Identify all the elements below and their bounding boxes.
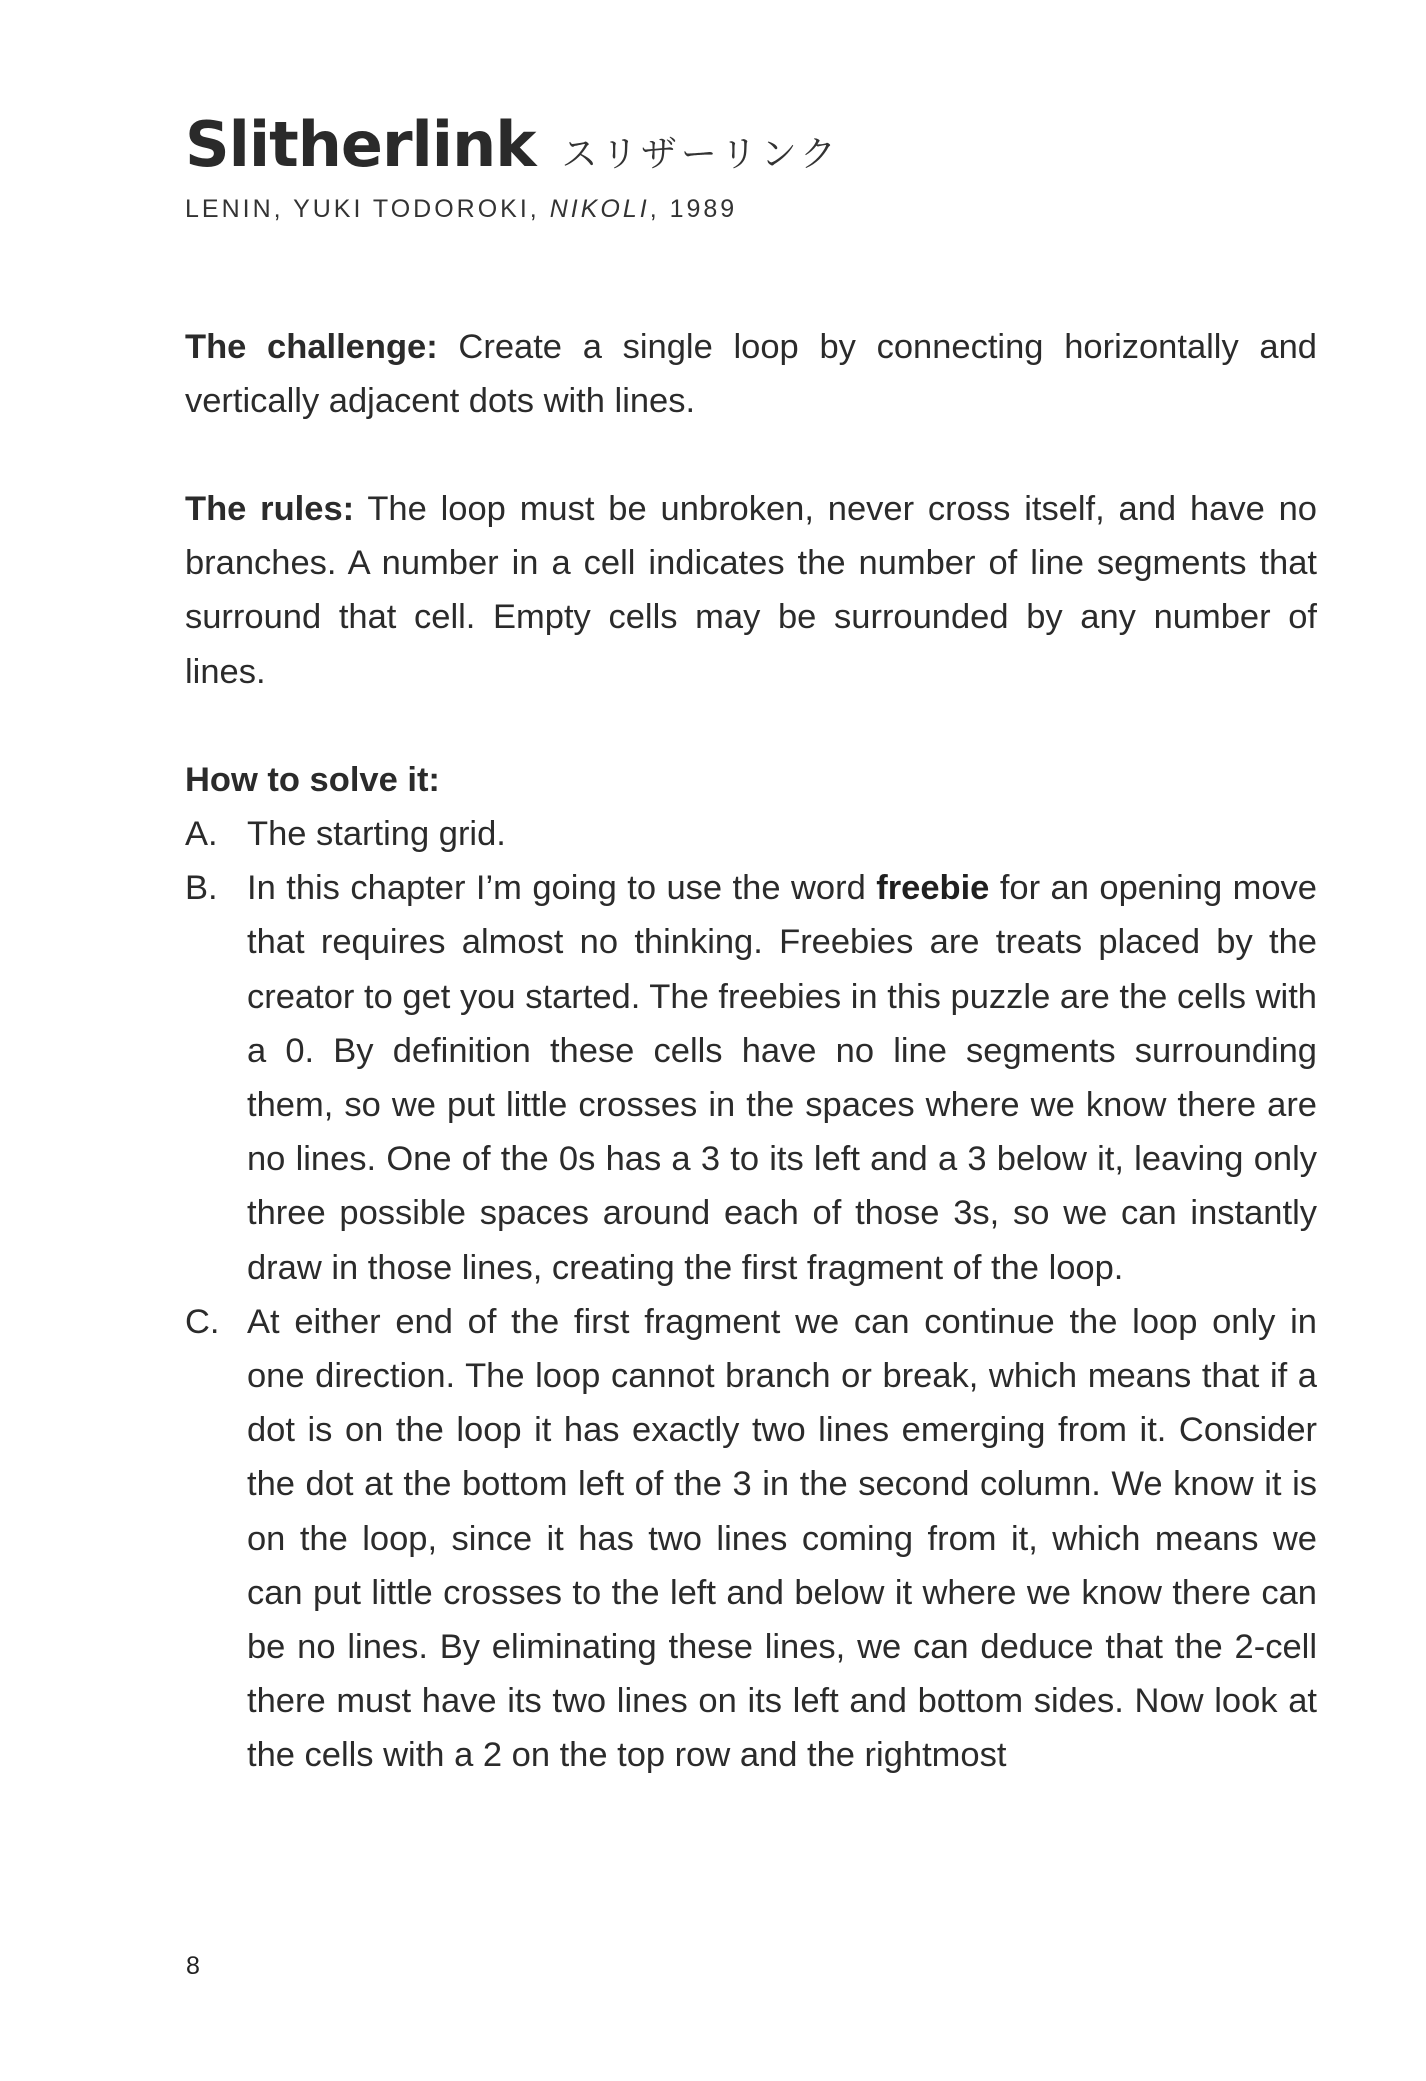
step-text: At either end of the first fragment we can continue the loop only in one direction. The loop cannot branch or break, which means that if a dot is on the loop it has exactly two lines emerging from it. Consider the dot at the bottom left of the 3 in the second column. We know it is on the loop, since it has two lines coming from it, which means we can put little crosses to the left and below it where we know there can be no lines. By eliminating these lines, we can deduce that the 2-cell there must have its two lines on its left and bottom sides. Now look at the cells with a 2 on the top row and the rightmost [247, 1302, 1317, 1775]
step-letter: A. [185, 815, 218, 853]
step-text-after: for an opening move that requires almost no thinking. Freebies are treats placed by the creator to get you started. The freebies in this puzzle are the cells with a 0. By definition these cells have no line segments surrounding them, so we put little crosses in the spaces where we know there are no lines. One of the 0s has a 3 to its left and a 3 below it, leaving only three possible spaces around each of those 3s, so we can instantly draw in those lines, creating the first fragment of the loop. [247, 869, 1317, 1287]
byline-year: , 1989 [649, 195, 738, 223]
step-b [185, 861, 1317, 1295]
step-letter: B. [185, 869, 218, 908]
challenge-paragraph [185, 320, 1317, 428]
title-row [185, 108, 840, 181]
page-number: 8 [186, 1952, 200, 1980]
step-c [185, 1295, 1317, 1783]
page-title: Slitherlink [185, 108, 536, 181]
step-text-before: In this chapter I’m going to use the word [247, 869, 877, 908]
solve-steps-list [185, 807, 1317, 1783]
rules-label: The rules: [185, 490, 355, 528]
byline-authors: LENIN, YUKI TODOROKI, [185, 195, 550, 223]
challenge-label: The challenge: [185, 328, 438, 366]
byline [185, 195, 737, 224]
how-to-solve-heading: How to solve it: [185, 761, 440, 799]
challenge-text: Create a single loop by connecting horizontally and vertically adjacent dots with lines. [185, 328, 1317, 421]
step-letter: C. [185, 1302, 220, 1341]
step-a [185, 807, 1317, 861]
rules-paragraph [185, 482, 1317, 699]
freebie-term: freebie [876, 869, 990, 908]
rules-text: The loop must be unbroken, never cross itself, and have no branches. A number in a cell indicates the number of line segments that surround that cell. Empty cells may be surrounded by any number of lines. [185, 490, 1317, 691]
page-title-japanese: スリザーリンク [561, 134, 840, 175]
byline-publisher: NIKOLI [549, 195, 650, 223]
step-text: The starting grid. [247, 815, 506, 853]
